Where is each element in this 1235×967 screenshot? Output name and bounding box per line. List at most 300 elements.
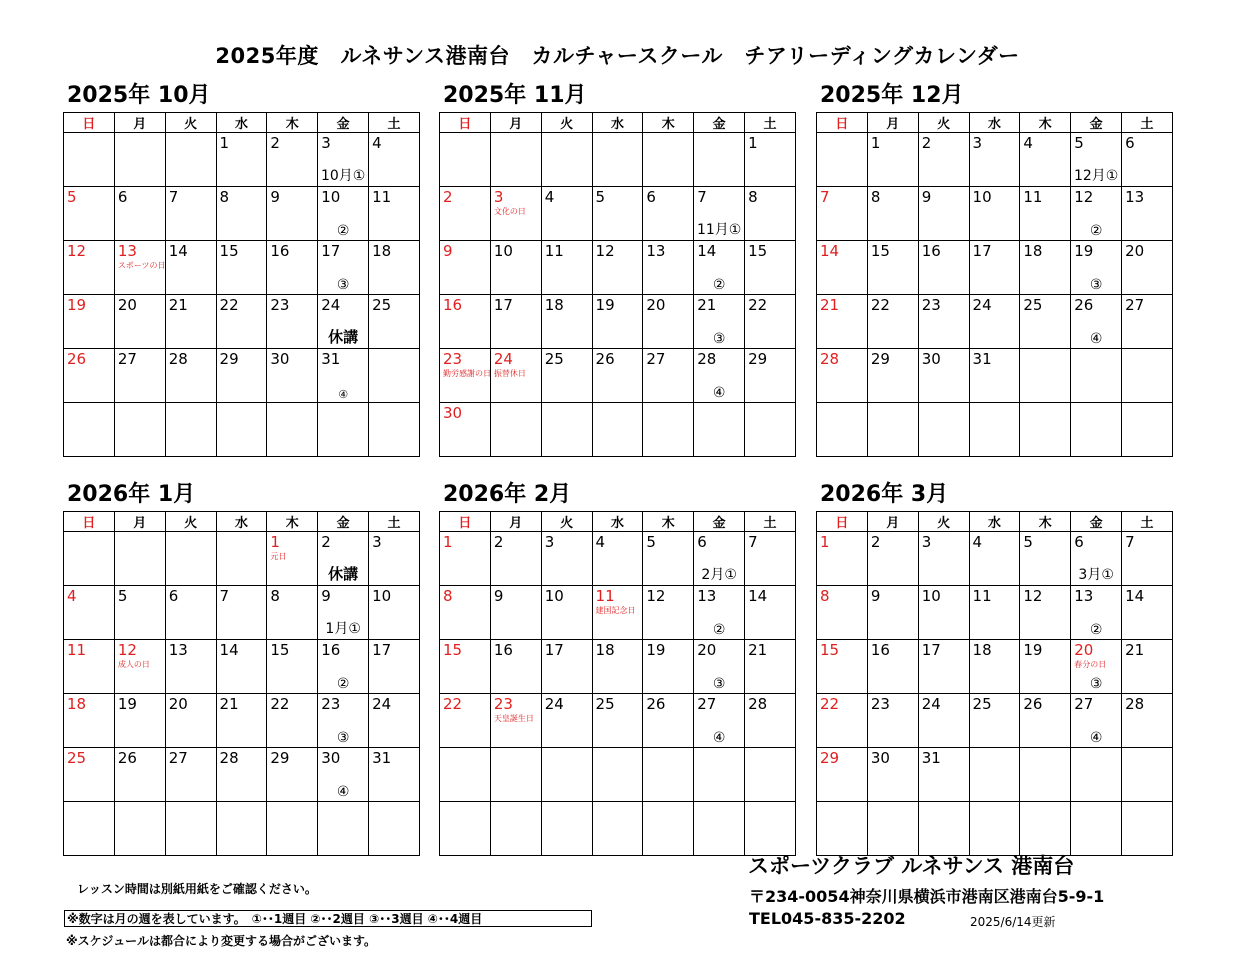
day-cell [216,349,267,403]
day-cell [1020,133,1071,187]
day-cell [165,133,216,187]
day-cell [267,241,318,295]
week-row [817,532,1173,586]
day-cell [867,694,918,748]
day-cell [490,187,541,241]
day-number: 3 [372,533,382,551]
day-number: 7 [820,188,830,206]
day-number: 5 [646,533,656,551]
day-number: 23 [443,350,463,368]
day-cell [490,349,541,403]
day-number: 17 [372,641,392,659]
day-number: 28 [820,350,840,368]
weekday-header: 火 [918,512,969,532]
day-cell [592,802,643,856]
day-number: 15 [870,242,890,260]
day-cell [369,349,420,403]
week-row [64,586,420,640]
day-cell [369,802,420,856]
day-number: 25 [544,350,564,368]
weekday-header: 木 [267,512,318,532]
day-number: 28 [219,749,239,767]
day-number: 16 [493,641,513,659]
weekday-header: 土 [1122,512,1173,532]
lesson-note: ③ [712,331,726,347]
day-cell [440,694,491,748]
day-number: 8 [443,587,453,605]
day-cell [745,694,796,748]
week-row [817,187,1173,241]
day-cell [1071,187,1122,241]
day-cell [114,694,165,748]
month-title: 2025年 11月 [443,83,587,108]
day-cell [490,295,541,349]
day-cell [592,586,643,640]
day-number: 26 [1074,296,1094,314]
day-cell [969,586,1020,640]
day-cell [817,133,868,187]
day-cell [165,349,216,403]
month-calendar [816,482,1173,856]
day-number: 5 [595,188,606,206]
holiday-name: 元日 [270,552,287,561]
day-cell [745,187,796,241]
weekday-header: 日 [817,512,868,532]
weekday-header: 木 [643,113,694,133]
day-number: 18 [972,641,992,659]
day-number: 8 [820,587,830,605]
day-number: 5 [67,188,77,206]
day-number: 20 [1074,641,1094,659]
week-row [64,640,420,694]
day-cell [440,295,491,349]
day-number: 29 [219,350,239,368]
day-cell [216,187,267,241]
day-cell [745,748,796,802]
weekday-header: 月 [867,512,918,532]
day-cell [369,694,420,748]
day-number: 19 [67,296,87,314]
weekday-header: 金 [1071,512,1122,532]
day-cell [694,586,745,640]
lesson-note: ② [712,622,726,638]
day-number: 4 [67,587,77,605]
day-number: 21 [168,296,188,314]
day-cell [490,586,541,640]
day-cell [318,241,369,295]
lesson-note: ② [336,223,350,239]
day-number: 14 [168,242,188,260]
month-calendar [439,83,796,457]
day-cell [64,694,115,748]
day-cell [440,187,491,241]
day-number: 1 [748,134,758,152]
day-cell [114,349,165,403]
day-number: 28 [748,695,768,713]
lesson-note: 12月① [1073,168,1119,184]
day-cell [267,802,318,856]
day-cell [267,586,318,640]
day-number: 1 [820,533,830,551]
lesson-note: 休講 [328,565,359,583]
weekday-header: 水 [592,512,643,532]
day-number: 22 [270,695,290,713]
day-number: 31 [921,749,941,767]
day-cell [440,349,491,403]
day-cell [643,403,694,457]
day-cell [817,802,868,856]
month-calendar [63,83,420,457]
day-cell [114,748,165,802]
day-number: 10 [321,188,341,206]
day-cell [867,640,918,694]
day-cell [216,295,267,349]
lesson-note: ④ [712,730,726,746]
day-cell [541,241,592,295]
calendar-grid [816,511,1173,856]
week-row [440,295,796,349]
day-cell [64,349,115,403]
day-number: 27 [168,749,188,767]
day-number: 24 [321,296,341,314]
day-cell [318,187,369,241]
day-number: 13 [117,242,137,260]
weekday-header: 土 [745,113,796,133]
day-number: 2 [870,533,881,551]
day-number: 14 [697,242,717,260]
day-cell [745,532,796,586]
day-cell [114,133,165,187]
day-cell [817,586,868,640]
day-number: 29 [820,749,840,767]
day-cell [867,295,918,349]
day-number: 21 [1125,641,1145,659]
day-cell [216,532,267,586]
week-row [440,349,796,403]
day-cell [114,532,165,586]
day-cell [643,586,694,640]
day-number: 6 [1125,134,1135,152]
weekday-header: 水 [216,113,267,133]
day-cell [318,802,369,856]
day-number: 17 [921,641,941,659]
day-number: 10 [493,242,513,260]
day-cell [592,403,643,457]
updated-date: 2025/6/14更新 [970,915,1056,929]
day-cell [541,532,592,586]
week-row [440,640,796,694]
weekday-header: 日 [64,113,115,133]
day-number: 26 [646,695,666,713]
month-title: 2025年 12月 [820,83,964,108]
month-title: 2025年 10月 [67,83,211,108]
lesson-note: 休講 [328,328,359,346]
lesson-note: ② [712,277,726,293]
lesson-note: ③ [336,277,350,293]
day-cell [1020,586,1071,640]
day-number: 2 [921,134,932,152]
day-number: 18 [595,641,615,659]
day-cell [318,748,369,802]
day-number: 3 [921,533,932,551]
week-row [440,133,796,187]
day-number: 18 [67,695,87,713]
day-cell [318,349,369,403]
day-number: 30 [921,350,941,368]
day-cell [969,802,1020,856]
day-number: 21 [219,695,239,713]
day-cell [267,532,318,586]
day-number: 6 [646,188,656,206]
day-cell [1071,349,1122,403]
day-cell [643,532,694,586]
day-number: 5 [1023,533,1033,551]
day-cell [64,586,115,640]
weekday-header: 金 [694,512,745,532]
day-number: 12 [646,587,666,605]
weekday-header: 土 [745,512,796,532]
day-number: 6 [117,188,128,206]
day-cell [165,586,216,640]
day-cell [165,295,216,349]
day-number: 13 [1074,587,1094,605]
lesson-note: 2月① [701,567,737,583]
day-cell [1122,349,1173,403]
day-number: 10 [921,587,941,605]
day-cell [1071,640,1122,694]
day-number: 1 [219,134,230,152]
week-row [440,586,796,640]
lesson-note: ④ [1089,331,1103,347]
holiday-name: 春分の日 [1074,660,1107,669]
weekday-header: 月 [867,113,918,133]
day-cell [541,403,592,457]
weekday-header: 水 [216,512,267,532]
week-row [440,694,796,748]
day-cell [490,640,541,694]
address: 〒234-0054神奈川県横浜市港南区港南台5-9-1 [749,887,1105,906]
day-number: 21 [697,296,717,314]
day-cell [643,295,694,349]
day-cell [1071,295,1122,349]
day-cell [114,241,165,295]
weekday-header: 日 [64,512,115,532]
day-number: 26 [67,350,87,368]
week-row [64,187,420,241]
day-number: 9 [921,188,932,206]
day-cell [643,187,694,241]
day-cell [1071,586,1122,640]
day-cell [643,133,694,187]
day-cell [216,802,267,856]
day-number: 20 [168,695,188,713]
day-number: 13 [646,242,666,260]
weekday-header: 月 [114,512,165,532]
day-cell [1020,694,1071,748]
day-number: 24 [921,695,941,713]
holiday-name: スポーツの日 [117,261,166,270]
day-cell [694,133,745,187]
day-number: 25 [595,695,615,713]
week-row [817,640,1173,694]
day-cell [114,187,165,241]
week-row [817,241,1173,295]
day-number: 30 [270,350,290,368]
day-cell [643,640,694,694]
day-number: 24 [972,296,992,314]
week-row [64,748,420,802]
day-cell [541,133,592,187]
day-cell [267,295,318,349]
day-cell [918,694,969,748]
day-cell [1071,802,1122,856]
day-cell [1122,694,1173,748]
day-number: 12 [595,242,615,260]
day-number: 9 [443,242,453,260]
day-cell [918,295,969,349]
day-cell [490,694,541,748]
day-cell [369,187,420,241]
day-cell [918,802,969,856]
day-cell [541,748,592,802]
day-cell [369,748,420,802]
calendar-grid [63,511,420,856]
day-number: 9 [870,587,881,605]
day-number: 20 [697,641,717,659]
week-row [817,694,1173,748]
day-cell [490,133,541,187]
day-number: 23 [321,695,341,713]
day-cell [369,133,420,187]
day-cell [592,295,643,349]
day-number: 26 [117,749,137,767]
calendar-grid [63,112,420,457]
week-row [440,802,796,856]
week-row [440,187,796,241]
day-number: 19 [117,695,137,713]
day-cell [817,403,868,457]
day-number: 4 [372,134,382,152]
day-cell [318,295,369,349]
day-number: 4 [544,188,555,206]
day-number: 6 [168,587,179,605]
weekday-header: 土 [1122,113,1173,133]
week-row [440,403,796,457]
day-number: 12 [1023,587,1043,605]
day-number: 16 [270,242,290,260]
day-number: 9 [493,587,504,605]
day-cell [165,748,216,802]
day-number: 24 [493,350,513,368]
day-cell [592,694,643,748]
day-cell [440,133,491,187]
day-number: 17 [544,641,564,659]
weekday-header: 木 [1020,512,1071,532]
day-cell [918,187,969,241]
day-number: 24 [544,695,564,713]
day-number: 1 [870,134,881,152]
day-number: 28 [697,350,717,368]
day-cell [165,187,216,241]
week-row [440,241,796,295]
day-number: 3 [493,188,504,206]
day-cell [592,349,643,403]
day-cell [216,640,267,694]
day-cell [918,748,969,802]
day-number: 11 [372,188,392,206]
day-cell [1071,133,1122,187]
week-row [817,349,1173,403]
day-number: 22 [748,296,768,314]
day-cell [867,349,918,403]
day-cell [1122,241,1173,295]
day-number: 20 [1125,242,1145,260]
day-cell [592,640,643,694]
day-cell [694,802,745,856]
day-cell [817,748,868,802]
day-cell [867,586,918,640]
day-cell [165,532,216,586]
day-number: 19 [1023,641,1043,659]
day-cell [541,802,592,856]
day-cell [1122,133,1173,187]
lesson-note: ③ [336,730,350,746]
day-number: 13 [1125,188,1145,206]
day-cell [318,133,369,187]
lesson-note: ② [1089,622,1103,638]
day-cell [694,295,745,349]
day-cell [541,694,592,748]
day-cell [867,133,918,187]
phone-number: TEL045-835-2202 [749,909,906,928]
day-number: 15 [820,641,840,659]
day-number: 5 [1074,134,1084,152]
week-number-note: ※数字は月の週を表しています。 ①･･1週目 ②･･2週目 ③･･3週目 ④･･4週目 [64,910,592,927]
lesson-note: ④ [1089,730,1103,746]
month-title: 2026年 2月 [443,482,572,507]
day-cell [745,403,796,457]
day-cell [541,586,592,640]
day-cell [918,403,969,457]
day-number: 16 [870,641,890,659]
day-number: 27 [1125,296,1145,314]
day-cell [440,403,491,457]
holiday-name: 文化の日 [493,207,526,216]
day-number: 20 [646,296,666,314]
day-number: 31 [321,350,341,368]
day-cell [867,403,918,457]
day-number: 19 [595,296,615,314]
day-cell [969,349,1020,403]
day-number: 23 [921,296,941,314]
weekday-header: 月 [114,113,165,133]
day-number: 18 [544,296,564,314]
day-cell [216,403,267,457]
week-row [64,295,420,349]
month-title: 2026年 3月 [820,482,949,507]
day-number: 2 [443,188,453,206]
weekday-header: 木 [643,512,694,532]
day-number: 21 [748,641,768,659]
weekday-header: 水 [969,113,1020,133]
day-number: 10 [544,587,564,605]
calendar-grid [439,112,796,457]
day-number: 3 [544,533,555,551]
weekday-header: 日 [817,113,868,133]
day-number: 3 [972,134,983,152]
day-cell [114,586,165,640]
day-number: 29 [870,350,890,368]
